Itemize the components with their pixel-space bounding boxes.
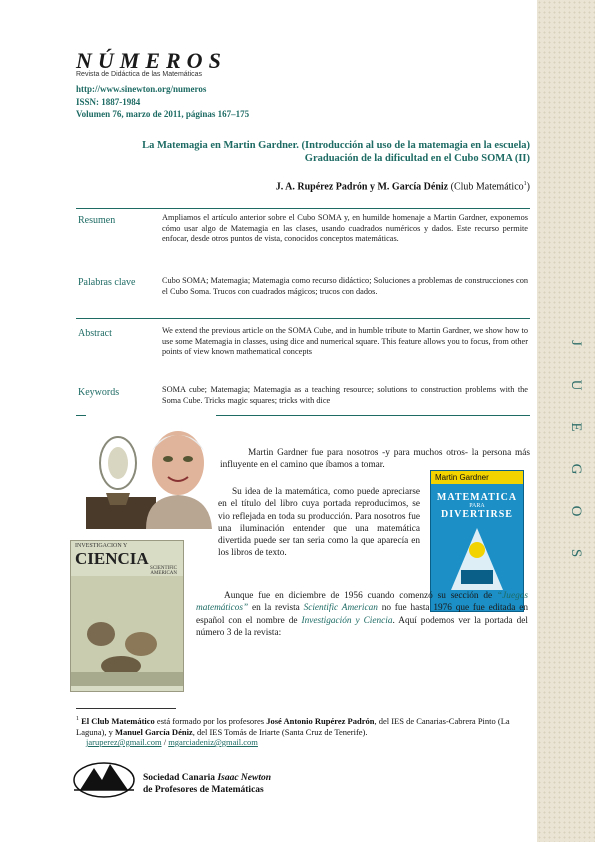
footnote-marker: 1 — [523, 181, 527, 187]
footnote-number: 1 — [76, 716, 79, 722]
text-run: , del IES Tomás de Iriarte (Santa Cruz de Tenerife). — [192, 726, 368, 737]
email-separator: / — [161, 737, 169, 747]
divider — [76, 318, 530, 319]
body-paragraph-3 — [196, 590, 528, 639]
text-run: . Aquí podemos ver la portada del número 3 de la revista: — [196, 615, 528, 638]
journal-url-link[interactable]: http://www.sinewton.org/numeros — [76, 84, 207, 94]
footnote-divider — [76, 708, 176, 709]
footnote-emails — [86, 737, 258, 747]
magazine-cover-investigacion-y-ciencia — [70, 540, 184, 692]
section-text-abstract: We extend the previous article on the SOMA Cube, and in humble tribute to Martin Gardner, we show how to use some Matemagia in classes, using dice and numerical square. This feature allows you to focus, from other points of view known mathematical concepts — [162, 326, 528, 357]
body-paragraph-1: Martin Gardner fue para nosotros -y para muchos otros- la persona más influyente en el camino que íbamos a tomar. — [220, 448, 530, 471]
society-name-2: de Profesores de Matemáticas — [143, 785, 264, 795]
author-affiliation-close: ) — [526, 181, 530, 193]
text-run: en la revista — [248, 603, 304, 614]
section-text-resumen: Ampliamos el artículo anterior sobre el Cubo SOMA y, en humilde homenaje a Martin Gardner, exponemos cómo usar algo de Matemagia en las clases, usando cuadrados numéricos y dados. Este recurso permite enfocar, desde otros puntos de vista, conocidos conceptos matemáticas. — [162, 213, 528, 244]
section-label-abstract: Abstract — [78, 328, 112, 339]
author-affiliation: (Club Matemático — [450, 181, 524, 193]
body-paragraph-2: Su idea de la matemática, como puede apreciarse en el título del libro cuya portada reproducimos, se vio reflejada en toda su producción. Para nosotros fue una iluminación entender que una matemática divertida puede ser tan seria como la que aparecía en los libros de texto. — [218, 487, 420, 559]
email-link-2[interactable]: mgarciadeniz@gmail.com — [168, 737, 258, 747]
magazine-title-4: AMERICAN — [150, 571, 177, 576]
text-run-italic: Investigación y Ciencia — [301, 615, 393, 626]
book-title-1: MATEMATICA — [436, 492, 518, 503]
sidebar-letter: U — [568, 379, 584, 391]
book-author: Martin Gardner — [431, 471, 523, 484]
author-names: J. A. Rupérez Padrón y M. García Déniz — [275, 181, 449, 193]
sidebar-letter: S — [568, 548, 584, 558]
book-title-3: DIVERTIRSE — [441, 509, 513, 520]
magazine-title-1: INVESTIGACION Y — [75, 543, 128, 549]
email-link-1[interactable]: jaruperez@gmail.com — [86, 737, 162, 747]
section-label-palabras-clave: Palabras clave — [78, 277, 136, 288]
text-run-italic: Scientific American — [303, 603, 378, 614]
footnote — [76, 714, 530, 738]
magazine-illustration — [71, 576, 183, 686]
text-run: , del IES de Canarias-Cabrera Pinto (La Laguna), y — [76, 715, 510, 737]
journal-logo: NÚMEROS — [76, 48, 227, 73]
sidebar-letter: O — [568, 505, 584, 517]
text-run-italic: “Juegos matemáticos” — [196, 591, 528, 614]
article-authors — [76, 181, 530, 192]
martin-gardner-photo — [86, 405, 216, 529]
journal-issn: ISSN: 1887-1984 — [76, 97, 141, 107]
journal-volume: Volumen 76, marzo de 2011, páginas 167–175 — [76, 109, 250, 119]
footnote-author-2: Manuel García Déniz — [114, 726, 193, 737]
footnote-author-1: José Antonio Rupérez Padrón — [266, 715, 375, 726]
footnote-lead: El Club Matemático — [81, 715, 155, 726]
text-run-italic: Isaac Newton — [217, 773, 272, 783]
journal-subtitle: Revista de Didáctica de las Matemáticas — [76, 71, 203, 78]
section-text-keywords: SOMA cube; Matemagia; Matemagia as a teaching resource; solutions to construction problems with the Soma Cube. Tricks magic squares; tricks with dice — [162, 385, 528, 405]
text-run: no fue hasta 1976 que fue editada en español con el nombre de — [196, 603, 528, 626]
society-name — [143, 773, 271, 783]
article-title: La Matemagia en Martin Gardner. (Introducción al uso de la matemagia en la escuela) — [142, 140, 530, 151]
text-run: está formado por los profesores — [154, 715, 267, 726]
section-text-palabras-clave: Cubo SOMA; Matemagia; Matemagia como recurso didáctico; Soluciones a problemas de construcciones con el Cubo Soma. Trucos con cuadrados mágicos; trucos con dados. — [162, 276, 528, 296]
divider — [76, 208, 530, 209]
section-label-resumen: Resumen — [78, 215, 116, 226]
society-logo — [72, 758, 136, 798]
sidebar-letter: J — [568, 340, 584, 346]
book-title-2: PARA — [469, 503, 485, 509]
section-label-keywords: Keywords — [78, 387, 120, 398]
magazine-title-2: CIENCIA — [75, 549, 149, 568]
text-run: Aunque fue en diciembre de 1956 cuando comenzó su sección de — [224, 591, 497, 601]
sidebar-letter: E — [568, 422, 584, 432]
sidebar-letter: G — [568, 463, 584, 475]
magazine-title-3: SCIENTIFIC — [150, 566, 177, 571]
section-name-vertical — [551, 322, 584, 574]
book-illustration — [431, 520, 523, 600]
article-subtitle: Graduación de la dificultad en el Cubo SOMA (II) — [304, 153, 530, 164]
text-run: Sociedad Canaria — [143, 773, 218, 783]
